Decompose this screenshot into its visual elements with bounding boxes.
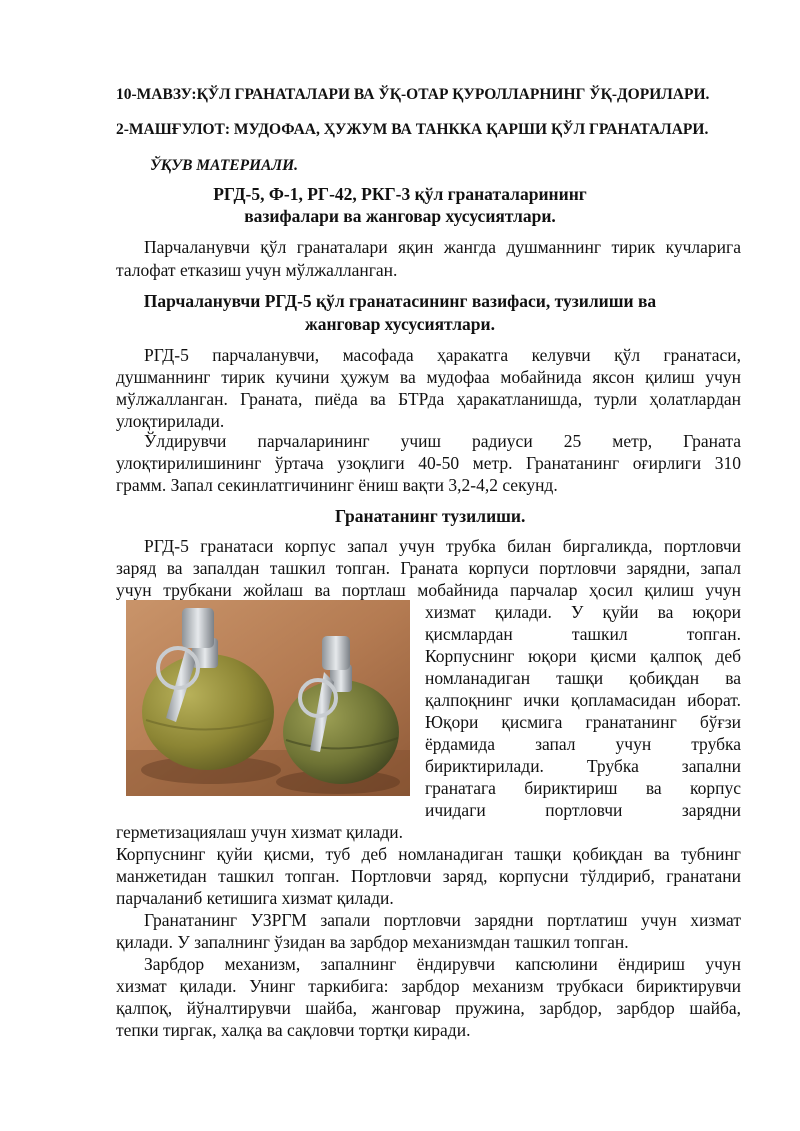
section2-heading: Гранатанинг тузилиши. (335, 506, 526, 526)
section1-line-2: жанговар хусусиятлари. (305, 314, 495, 334)
p5-line-1: Гранатанинг УЗРГМ запали портловчи зарядни портлатиш учун хизмат (144, 910, 741, 930)
p1-line-2: душманнинг тирик кучини ҳужум ва мудофаа мобайнида яксон қилиш учун (116, 367, 741, 387)
p2-line-1: Ўлдирувчи парчаларининг учиш радиуси 25 метр, Граната (144, 431, 741, 451)
p6-line-1: Зарбдор механизм, запалнинг ёндирувчи капсюлини ёндириш учун (144, 954, 741, 974)
p3-line-3: учун трубкани жойлаш ва портлаш мобайнида парчалар ҳосил қилиш учун (116, 580, 741, 600)
p3-col-line-5: қалпоқнинг ички қопламасидан иборат. (425, 690, 741, 710)
p6-line-4: тепки тиргак, халқа ва сақловчи тортқи киради. (116, 1020, 471, 1040)
p5-line-2: қилади. У запалнинг ўзидан ва зарбдор механизмдан ташкил топган. (116, 932, 629, 952)
title-line-1: РГД-5, Ф-1, РГ-42, РКГ-3 қўл гранаталарининг (213, 184, 587, 204)
p1-line-1: РГД-5 парчаланувчи, масофада ҳаракатга келувчи қўл гранатаси, (144, 345, 741, 365)
p3-col-line-1: хизмат қилади. У қуйи ва юқори (425, 602, 741, 622)
p3-col-line-8: бириктирилади. Трубка запални (425, 756, 741, 776)
section1-line-1: Парчаланувчи РГД-5 қўл гранатасининг вазифаси, тузилиши ва (143, 291, 657, 311)
title-line-2: вазифалари ва жанговар хусусиятлари. (244, 206, 556, 226)
grenades-photo-illustration (126, 600, 410, 796)
p3-col-line-6: Юқори қисмига гранатанинг бўғзи (425, 712, 741, 732)
p3-col-line-3: Корпуснинг юқори қисми қалпоқ деб (425, 646, 741, 666)
p1-line-4: улоқтирилади. (116, 411, 225, 431)
p3-col-line-7: ёрдамида запал учун трубка (425, 734, 741, 754)
p6-line-2: хизмат қилади. Унинг таркибига: зарбдор механизм трубкаси бириктирувчи (116, 976, 741, 996)
p1-line-3: мўлжалланган. Граната, пиёда ва БТРда ҳаракатланишда, турли ҳолатлардан (116, 389, 741, 409)
p2-line-3: грамм. Запал секинлатгичининг ёниш вақти 3,2-4,2 секунд. (116, 475, 558, 495)
p4-line-3: парчаланиб кетишига хизмат қилади. (116, 888, 394, 908)
p3-col-line-2: қисмлардан ташкил топган. (425, 624, 741, 644)
p3-line-1: РГД-5 гранатаси корпус запал учун трубка билан биргаликда, портловчи (144, 536, 741, 556)
p4-line-2: манжетидан ташкил топган. Портловчи заряд, корпусни тўлдириб, гранатани (116, 866, 741, 886)
p3-col-line-9: гранатага бириктириш ва корпус (425, 778, 741, 798)
material-label: ЎҚУВ МАТЕРИАЛИ. (150, 157, 299, 174)
p2-line-2: улоқтирилишининг ўртача узоқлиги 40-50 метр. Гранатанинг оғирлиги 310 (116, 453, 741, 473)
p3-col-line-4: номланадиган ташқи қобиқдан ва (425, 668, 741, 688)
lesson-heading: 2-МАШҒУЛОТ: МУДОФАА, ҲУЖУМ ВА ТАНККА ҚАРШИ ҚЎЛ ГРАНАТАЛАРИ. (116, 121, 709, 138)
p3-line-2: заряд ва запалдан ташкил топган. Граната корпуси портловчи зарядни, запал (116, 558, 741, 578)
p3-end-line: герметизациялаш учун хизмат қилади. (116, 822, 403, 842)
topic-heading: 10-МАВЗУ:ҚЎЛ ГРАНАТАЛАРИ ВА ЎҚ-ОТАР ҚУРОЛЛАРНИНГ ЎҚ-ДОРИЛАРИ. (116, 86, 710, 103)
grenades-photo (126, 600, 410, 796)
intro-line-1: Парчаланувчи қўл гранаталари яқин жангда душманнинг тирик кучларига (144, 237, 741, 257)
p4-line-1: Корпуснинг қуйи қисми, туб деб номланадиган ташқи қобиқдан ва тубнинг (116, 844, 741, 864)
p3-col-line-10: ичидаги портловчи зарядни (425, 800, 741, 820)
intro-line-2: талофат етказиш учун мўлжалланган. (116, 260, 398, 280)
p6-line-3: қалпоқ, йўналтирувчи шайба, жанговар пружина, зарбдор, зарбдор шайба, (116, 998, 741, 1018)
